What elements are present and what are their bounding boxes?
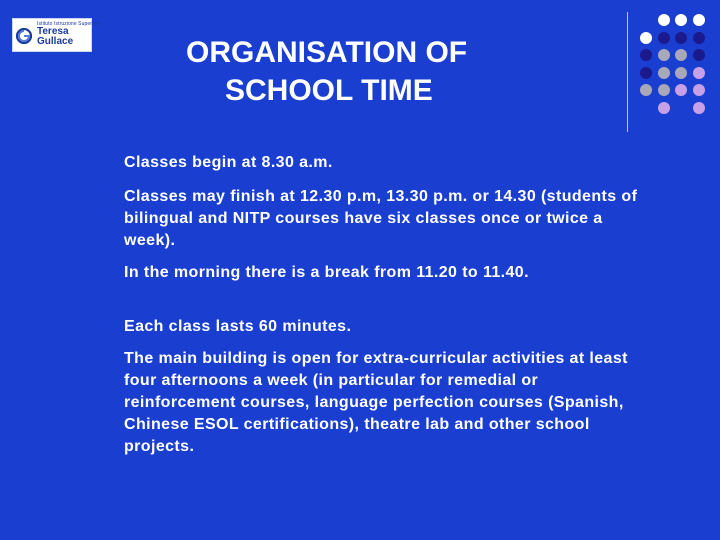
paragraph-break: In the morning there is a break from 11.20 to 11.40. bbox=[124, 264, 529, 281]
decorative-dot bbox=[640, 67, 652, 79]
decorative-dot bbox=[640, 32, 652, 44]
decorative-dot bbox=[658, 84, 670, 96]
logo-swirl-icon bbox=[16, 28, 32, 44]
decorative-dot bbox=[693, 102, 705, 114]
decorative-dot bbox=[693, 32, 705, 44]
decorative-dot bbox=[658, 67, 670, 79]
page-title bbox=[148, 34, 568, 110]
decorative-dot bbox=[640, 49, 652, 61]
decorative-dot bbox=[675, 84, 687, 96]
decorative-dot bbox=[675, 67, 687, 79]
paragraph-classes-finish: Classes may finish at 12.30 p.m, 13.30 p.m. or 14.30 (students of bilingual and NITP courses have six classes once or twice a week). bbox=[124, 188, 638, 249]
logo-school-name bbox=[37, 27, 89, 47]
decorative-dot bbox=[640, 84, 652, 96]
decorative-dot bbox=[693, 84, 705, 96]
title-line-1: ORGANISATION OF bbox=[186, 36, 468, 69]
logo-institute-text: Istituto Istruzione Superiore bbox=[37, 21, 101, 27]
decorative-dot bbox=[675, 49, 687, 61]
decorative-dot bbox=[693, 14, 705, 26]
decorative-dot bbox=[658, 49, 670, 61]
logo-name-line2: Gullace bbox=[37, 36, 74, 47]
logo-name-line1: Teresa bbox=[37, 26, 69, 37]
paragraph-class-length: Each class lasts 60 minutes. bbox=[124, 318, 352, 335]
paragraph-extracurricular: The main building is open for extra-curricular activities at least four afternoons a week (in particular for remedial or reinforcement courses, language perfection courses (Spanish, Chinese ESOL certifications), theatre lab and other school projects. bbox=[124, 350, 628, 455]
decorative-dot bbox=[658, 32, 670, 44]
decorative-dot bbox=[658, 102, 670, 114]
paragraph-classes-begin: Classes begin at 8.30 a.m. bbox=[124, 154, 333, 171]
decorative-dot bbox=[658, 14, 670, 26]
decorative-dot bbox=[675, 14, 687, 26]
title-line-2: SCHOOL TIME bbox=[225, 74, 433, 107]
decorative-dot bbox=[693, 67, 705, 79]
decorative-dot bbox=[693, 49, 705, 61]
decorative-dot bbox=[675, 32, 687, 44]
decorative-dot-grid bbox=[636, 14, 720, 126]
vertical-divider bbox=[627, 12, 628, 132]
school-logo bbox=[12, 18, 101, 52]
